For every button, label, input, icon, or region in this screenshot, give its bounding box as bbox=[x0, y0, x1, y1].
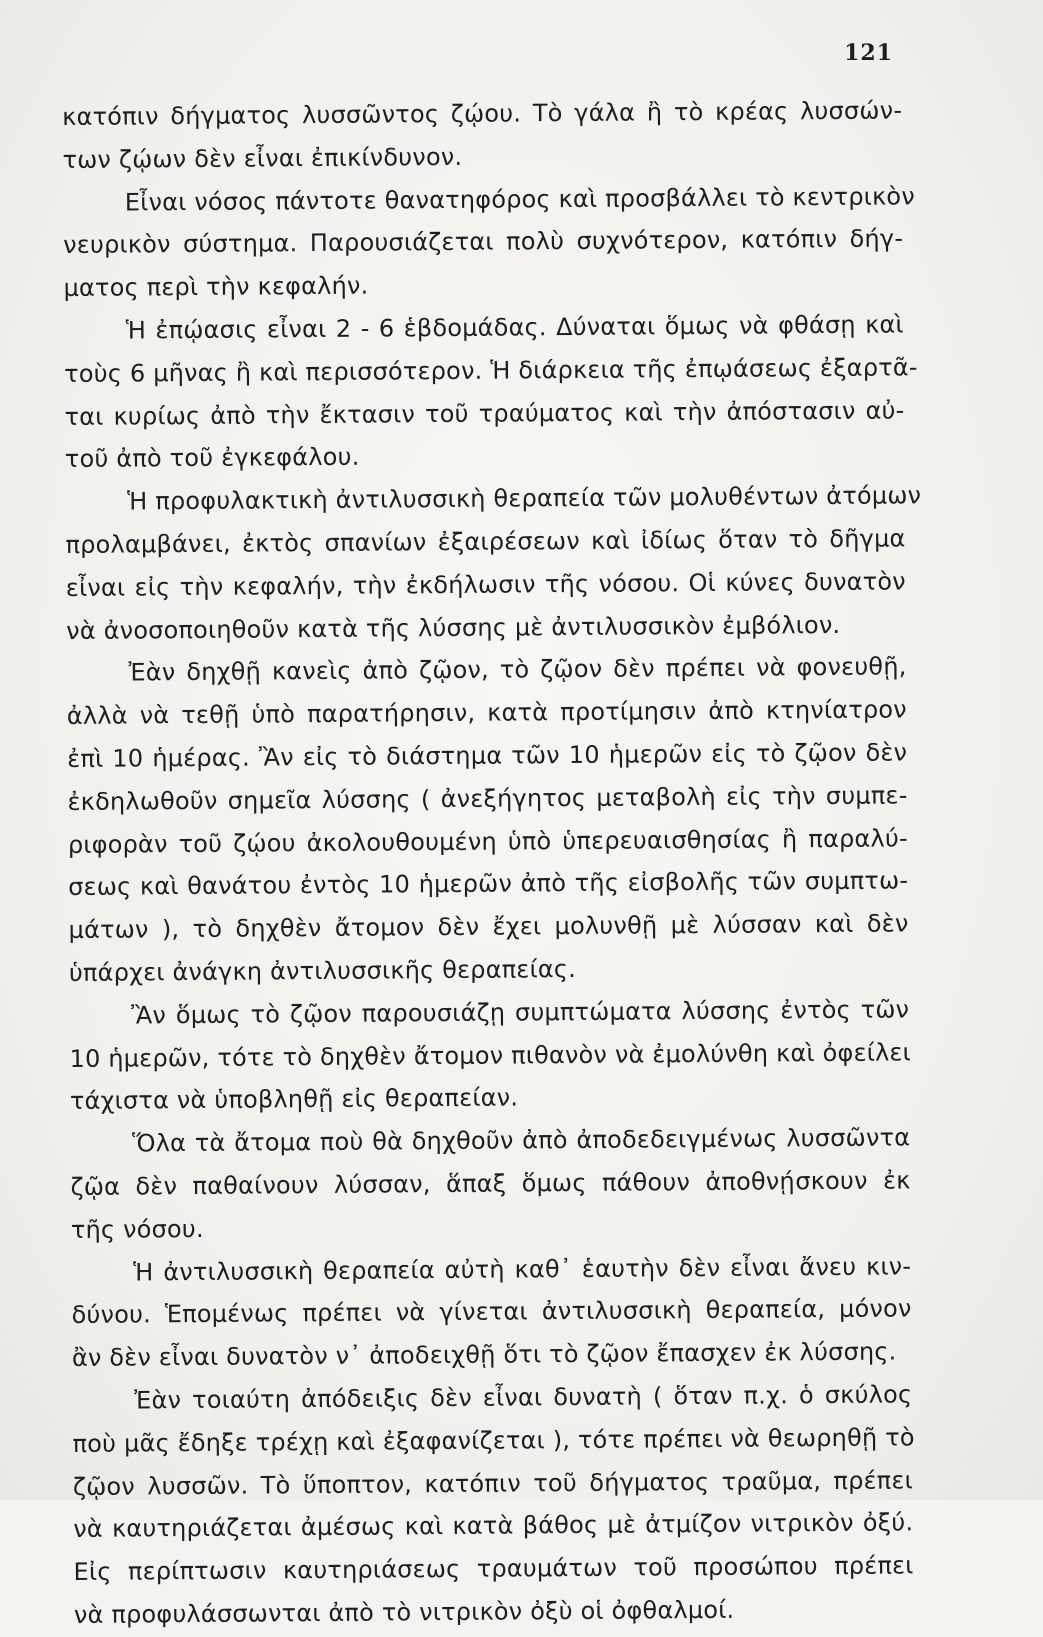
text-line: Ἐὰν δηχθῇ κανεὶς ἀπὸ ζῷον, τὸ ζῷον δὲν πρέπει νὰ φονευθῇ, bbox=[128, 652, 907, 687]
text-line: εἶναι εἰς τὴν κεφαλήν, τὴν ἐκδήλωσιν τῆς νόσου. Οἱ κύνες δυνατὸν bbox=[65, 567, 906, 602]
text-line: ἂν δὲν εἶναι δυνατὸν ν᾽ ἀποδειχθῇ ὅτι τὸ ζῷον ἔπασχεν ἐκ λύσσης. bbox=[71, 1337, 897, 1373]
text-line: προλαμβάνει, ἐκτὸς σπανίων ἐξαιρέσεων καὶ ἰδίως ὅταν τὸ δῆγμα bbox=[65, 524, 906, 559]
text-line: Εἶναι νόσος πάντοτε θανατηφόρος καὶ προσβάλλει τὸ κεντρικὸν bbox=[124, 181, 915, 217]
text-line: ἐπὶ 10 ἡμέρας. Ἂν εἰς τὸ διάστημα τῶν 10 ἡμερῶν εἰς τὸ ζῷον δὲν bbox=[67, 738, 908, 773]
text-line: Ἂν ὅμως τὸ ζῷον παρουσιάζῃ συμπτώματα λύσσης ἐντὸς τῶν bbox=[131, 995, 910, 1030]
text-line: ματος περὶ τὴν κεφαλήν. bbox=[63, 271, 369, 303]
text-line: Ἡ προφυλακτικὴ ἀντιλυσσικὴ θεραπεία τῶν μολυθέντων ἀτόμων bbox=[127, 481, 922, 516]
text-line: νευρικὸν σύστημα. Παρουσιάζεται πολὺ συχνότερον, κατόπιν δήγ- bbox=[63, 224, 904, 260]
text-line: Ἐὰν τοιαύτη ἀπόδειξις δὲν εἶναι δυνατὴ ( ὅταν π.χ. ὁ σκύλος bbox=[134, 1380, 913, 1415]
text-line: ὑπάρχει ἀνάγκη ἀντιλυσσικῆς θεραπείας. bbox=[68, 954, 577, 987]
text-line: ζῷα δὲν παθαίνουν λύσσαν, ἅπαξ ὅμως πάθουν ἀποθνῄσκουν ἐκ bbox=[70, 1166, 911, 1201]
text-line: ποὺ μᾶς ἔδηξε τρέχῃ καὶ ἐξαφανίζεται ), τότε πρέπει νὰ θεωρηθῇ τὸ bbox=[72, 1423, 915, 1458]
text-line: ἐκδηλωθοῦν σημεῖα λύσσης ( ἀνεξήγητος μεταβολὴ εἰς τὴν συμπε- bbox=[67, 781, 908, 816]
text-line: Ἡ ἐπῴασις εἶναι 2 - 6 ἑβδομάδας. Δύναται ὅμως νὰ φθάσῃ καὶ bbox=[125, 310, 904, 345]
text-line: νὰ ἀνοσοποιηθοῦν κατὰ τῆς λύσσης μὲ ἀντιλυσσικὸν ἐμβόλιον. bbox=[66, 610, 841, 645]
text-line: των ζῴων δὲν εἶναι ἐπικίνδυνον. bbox=[62, 142, 463, 174]
text-line: ριφορὰν τοῦ ζῴου ἀκολουθουμένη ὑπὸ ὑπερευαισθησίας ἢ παραλύ- bbox=[67, 823, 908, 859]
text-line: τάχιστα νὰ ὑποβληθῇ εἰς θεραπείαν. bbox=[69, 1083, 519, 1116]
text-line: νὰ καυτηριάζεται ἀμέσως καὶ κατὰ βάθος μὲ ἀτμίζον νιτρικὸν ὀξύ. bbox=[73, 1508, 914, 1544]
text-line: τῆς νόσου. bbox=[70, 1214, 204, 1244]
text-line: μάτων ), τὸ δηχθὲν ἄτομον δὲν ἔχει μολυνθῇ μὲ λύσσαν καὶ δὲν bbox=[68, 909, 909, 945]
text-line: ἀλλὰ νὰ τεθῇ ὑπὸ παρατήρησιν, κατὰ προτίμησιν ἀπὸ κτηνίατρον bbox=[66, 695, 907, 731]
text-line: Εἰς περίπτωσιν καυτηριάσεως τραυμάτων τοῦ προσώπου πρέπει bbox=[73, 1551, 914, 1587]
text-line: νὰ προφυλάσσωνται ἀπὸ τὸ νιτρικὸν ὀξὺ οἱ ὀφθαλμοί. bbox=[73, 1595, 735, 1629]
text-line: δύνου. Ἑπομένως πρέπει νὰ γίνεται ἀντιλυσσικὴ θεραπεία, μόνον bbox=[71, 1294, 912, 1330]
text-line: ται κυρίως ἀπὸ τὴν ἔκτασιν τοῦ τραύματος καὶ τὴν ἀπόστασιν αὐ- bbox=[64, 395, 905, 431]
text-line: Ἡ ἀντιλυσσικὴ θεραπεία αὐτὴ καθ᾽ ἑαυτὴν δὲν εἶναι ἄνευ κιν- bbox=[133, 1251, 912, 1286]
body-text bbox=[62, 89, 922, 1636]
text-line: σεως καὶ θανάτου ἐντὸς 10 ἡμερῶν ἀπὸ τῆς εἰσβολῆς τῶν συμπτω- bbox=[68, 866, 909, 902]
text-line: 10 ἡμερῶν, τότε τὸ δηχθὲν ἄτομον πιθανὸν νὰ ἐμολύνθη καὶ ὀφείλει bbox=[69, 1037, 912, 1073]
text-line: τοὺς 6 μῆνας ἢ καὶ περισσότερον. Ἡ διάρκεια τῆς ἐπῳάσεως ἐξαρτᾶ- bbox=[64, 353, 918, 388]
text-line: κατόπιν δήγματος λυσσῶντος ζῴου. Τὸ γάλα ἢ τὸ κρέας λυσσών- bbox=[62, 96, 903, 131]
page-number: 121 bbox=[844, 40, 893, 66]
text-line: ζῷον λυσσῶν. Τὸ ὕποπτον, κατόπιν τοῦ δήγματος τραῦμα, πρέπει bbox=[72, 1465, 914, 1501]
text-line: τοῦ ἀπὸ τοῦ ἐγκεφάλου. bbox=[64, 443, 360, 474]
text-line: Ὅλα τὰ ἄτομα ποὺ θὰ δηχθοῦν ἀπὸ ἀποδεδειγμένως λυσσῶντα bbox=[132, 1123, 911, 1158]
